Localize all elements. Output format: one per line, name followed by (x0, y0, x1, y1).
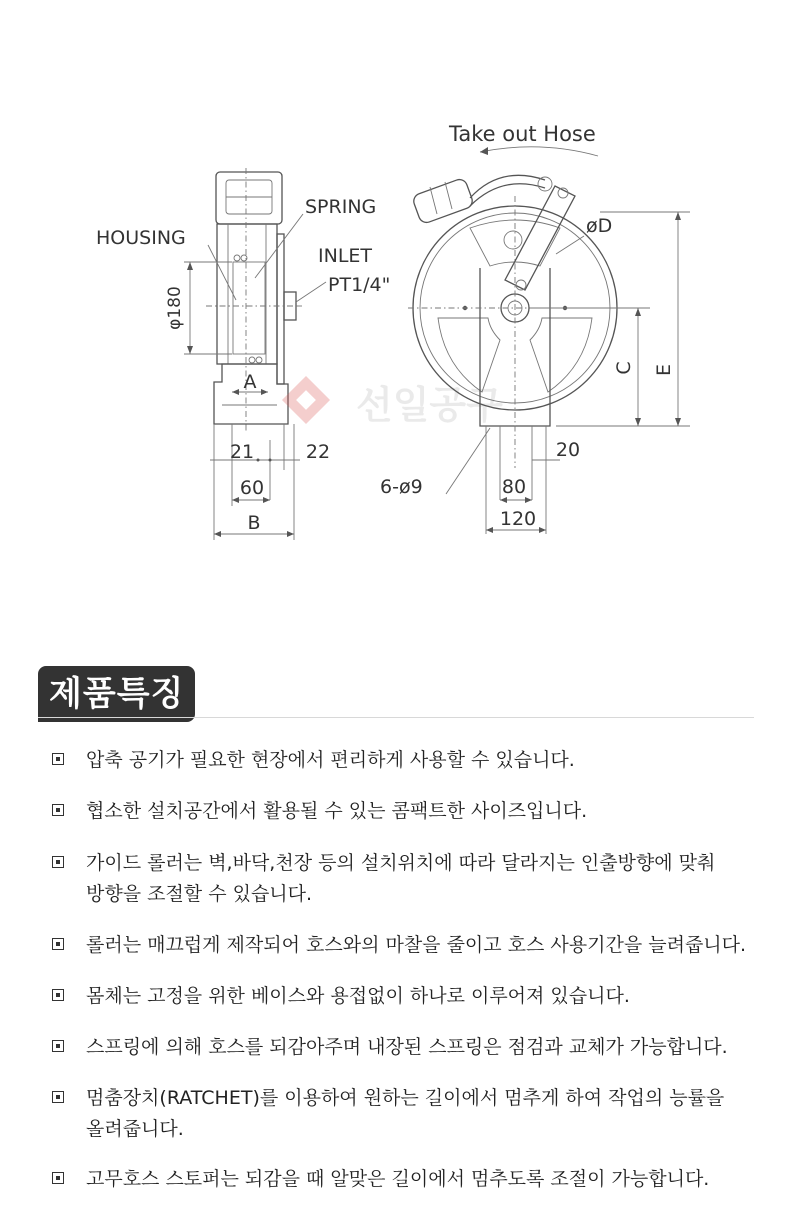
square-bullet-icon (52, 1172, 64, 1184)
front-view (380, 122, 690, 534)
dim-20-label: 20 (555, 439, 581, 461)
feature-text-line: 고무호스 스토퍼는 되감을 때 알맞은 길이에서 멈추도록 조절이 가능합니다. (86, 1168, 710, 1190)
inlet-thread-label: PT1/4" (328, 274, 391, 296)
dim-e-label: E (653, 363, 675, 377)
housing-label: HOUSING (96, 227, 186, 249)
feature-item (52, 1164, 709, 1195)
feature-item (52, 1083, 724, 1145)
dim-c-label: C (613, 361, 635, 375)
square-bullet-icon (52, 1040, 64, 1052)
square-bullet-icon (52, 856, 64, 868)
square-bullet-icon (52, 1091, 64, 1103)
dim-b-label: B (247, 512, 261, 534)
inlet-label: INLET (318, 245, 373, 267)
spring-label: SPRING (305, 196, 377, 218)
feature-text-line: 가이드 롤러는 벽,바닥,천장 등의 설치위치에 따라 달라지는 인출방향에 맞춰 (86, 852, 716, 874)
features-heading: 제품특징 (38, 666, 195, 722)
feature-item (52, 745, 575, 776)
square-bullet-icon (52, 753, 64, 765)
feature-text-line: 스프링에 의해 호스를 되감아주며 내장된 스프링은 점검과 교체가 가능합니다. (86, 1036, 728, 1058)
feature-text-line: 방향을 조절할 수 있습니다. (86, 883, 313, 905)
dim-d-label: øD (586, 215, 613, 237)
feature-text-line: 압축 공기가 필요한 현장에서 편리하게 사용할 수 있습니다. (86, 749, 575, 771)
dim-120-label: 120 (499, 508, 537, 530)
diameter-180-label: φ180 (165, 286, 185, 330)
feature-text-line: 멈춤장치(RATCHET)를 이용하여 원하는 길이에서 멈추게 하여 작업의 능률을 (86, 1087, 725, 1109)
feature-text-line: 올려줍니다. (86, 1118, 184, 1140)
feature-item (52, 1032, 728, 1063)
square-bullet-icon (52, 938, 64, 950)
hose-coupler-icon (412, 177, 475, 224)
feature-item (52, 930, 746, 961)
dim-21-label: 21 (229, 441, 255, 463)
watermark (282, 376, 503, 427)
dim-60-label: 60 (239, 477, 265, 499)
feature-text-line: 몸체는 고정을 위한 베이스와 용접없이 하나로 이루어져 있습니다. (86, 985, 630, 1007)
heading-divider (38, 717, 754, 718)
feature-text-line: 협소한 설치공간에서 활용될 수 있는 콤팩트한 사이즈입니다. (86, 800, 588, 822)
square-bullet-icon (52, 804, 64, 816)
side-view (96, 168, 390, 540)
square-bullet-icon (52, 989, 64, 1001)
take-out-hose-label: Take out Hose (449, 122, 596, 146)
watermark-text: 선일공구 (356, 383, 503, 427)
dim-80-label: 80 (501, 476, 527, 498)
feature-text-line: 롤러는 매끄럽게 제작되어 호스와의 마찰을 줄이고 호스 사용기간을 늘려줍니다. (86, 934, 747, 956)
feature-item (52, 981, 630, 1012)
feature-item (52, 796, 587, 827)
watermark-logo-icon (282, 376, 330, 424)
dim-a-label: A (243, 371, 257, 393)
holes-label: 6-ø9 (380, 476, 423, 498)
dim-22-label: 22 (305, 441, 331, 463)
feature-item (52, 848, 715, 910)
